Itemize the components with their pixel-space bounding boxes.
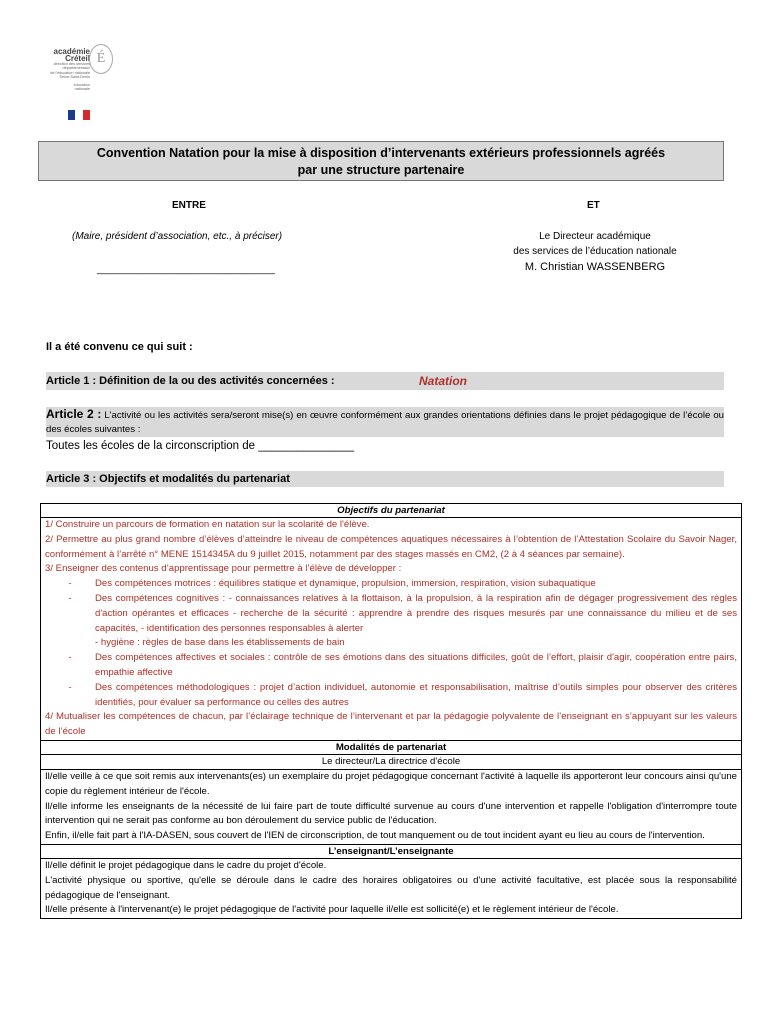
logo-line-4: Seine-Saint-Denis xyxy=(59,75,90,80)
directeur-para: Enfin, il/elle fait part à l'IA-DASEN, sous couvert de l'IEN de circonscription, de tout manquement ou de tout incident ayant eu lieu au cours de l'intervention. xyxy=(45,830,705,842)
academie-logo xyxy=(42,48,106,128)
objective-3: 3/ Enseigner des contenus d’apprentissage pour permettre à l’élève de développer : xyxy=(45,563,402,575)
bullet-item: - Des compétences méthodologiques : projet d’action individuel, autonomie et responsabilisation, maîtrise d’outils simples pour observer des critères identifiés, pour évaluer sa performance ou celles des autres xyxy=(45,681,737,711)
article-1-value: Natation xyxy=(419,374,467,388)
maire-placeholder: (Maire, président d’association, etc., à préciser) xyxy=(72,231,283,242)
enseignant-cell xyxy=(41,859,741,918)
directeur-cell xyxy=(41,770,741,845)
objective-1: 1/ Construire un parcours de formation en natation sur la scolarité de l'élève. xyxy=(45,519,370,530)
logo-text xyxy=(42,48,90,91)
objective-4: 4/ Mutualiser les compétences de chacun, par l’éclairage technique de l’intervenant et par la pédagogie polyvalente de l’enseignant en s’appuyant sur les valeurs de l’école xyxy=(45,711,737,738)
article-1 xyxy=(46,372,724,390)
enseignant-para: L'activité physique ou sportive, qu'elle se déroule dans le cadre des horaires obligatoires ou d'une activité facultative, est placée sous la responsabilité pédagogique de l'enseignant. xyxy=(45,874,737,901)
director-line-1: Le Directeur académique xyxy=(539,231,651,242)
convenu-heading: Il a été convenu ce qui suit : xyxy=(46,341,193,353)
hygiene-text: - hygiène : règles de base dans les établissements de bain xyxy=(95,637,345,649)
article-2 xyxy=(46,407,724,437)
bullet-item: - Des compétences motrices : équilibres statique et dynamique, propulsion, immersion, respiration, vision subaquatique xyxy=(45,577,737,592)
logo-small-1: éducation xyxy=(73,82,90,87)
logo-line-1: direction des services xyxy=(53,62,90,66)
objective-2: 2/ Permettre au plus grand nombre d’élèves d’atteindre le niveau de compétences aquatiques nécessaires à l’obtention de l’Attestation Scolaire du Savoir Nager, conformément à l’arrêté n° MENE 1514345A du 9 juillet 2015, notamment par des stages massés en CM2, (2 à 4 séances par semaine). xyxy=(45,533,737,560)
bullet-item: - Des compétences cognitives : - connaissances relatives à la flottaison, à la propulsion, à la respiration afin de dégager progressivement des règles d'action opérantes et efficaces - recherche de la sécurité : apprendre à prendre des risques mesurés par une connaissance du milieu et de ses capacités, - identification des personnes responsables à alerter - hygiène : règles de base dans les établissements de bain xyxy=(45,592,737,651)
et-label: ET xyxy=(587,200,600,211)
signature-blank: ________________________________ xyxy=(97,264,275,275)
objectifs-cell xyxy=(41,518,741,741)
entre-label: ENTRE xyxy=(172,200,206,211)
bullet-item: - Des compétences affectives et sociales : contrôle de ses émotions dans des situations difficiles, goût de l’effort, plaisir d'agir, coopération entre pairs, empathie affective xyxy=(45,651,737,681)
logo-academie: académie xyxy=(53,47,90,56)
logo-small-2: nationale xyxy=(74,87,90,92)
article-2-text: L'activité ou les activités sera/seront mise(s) en œuvre conformément aux grandes orientations définies dans le projet pédagogique de l’école ou des écoles suivantes : xyxy=(46,410,725,435)
logo-line-2: départementaux xyxy=(62,66,90,71)
title-line-1: Convention Natation pour la mise à disposition d’intervenants extérieurs professionnels agréés xyxy=(96,146,666,160)
bullet-text: Des compétences motrices : équilibres statique et dynamique, propulsion, immersion, respiration, vision subaquatique xyxy=(95,578,596,590)
director-line-2: des services de l’éducation nationale xyxy=(513,246,677,257)
article-2-label: Article 2 : xyxy=(46,407,102,421)
modalites-header: Modalités de partenariat xyxy=(41,741,741,755)
objectifs-header: Objectifs du partenariat xyxy=(41,504,741,518)
director-name: M. Christian WASSENBERG xyxy=(524,261,666,273)
bullet-text: Des compétences cognitives : - connaissances relatives à la flottaison, à la propulsion, à la respiration afin de dégager progressivement des règles d'action opérantes et efficaces - recherche de la sécurité : apprendre à prendre des risques mesurés par une connaissance du milieu et de ses capacités, - identification des personnes responsables à alerter - hygiène : règles de base dans les établissements de bain xyxy=(95,592,737,649)
directeur-para: Il/elle informe les enseignants de la nécessité de lui faire part de toute difficulté survenue au cours d'une intervention et rappelle l'obligation d'interrompre toute intervention qui ne serait pas conforme au bon déroulement du service public de l'éducation. xyxy=(45,800,737,827)
tricolor-flag-icon xyxy=(68,110,90,120)
enseignant-header: L’enseignant/L’enseignante xyxy=(41,845,741,859)
document-title xyxy=(38,141,724,181)
directeur-para: Il/elle veille à ce que soit remis aux intervenants(es) un exemplaire du projet pédagogique concernant l'activité à laquelle ils apporteront leur concours ainsi qu'une copie du règlement intérieur de l'école. xyxy=(45,770,737,797)
partnership-table xyxy=(40,503,742,919)
enseignant-para: Il/elle définit le projet pédagogique dans le cadre du projet d'école. xyxy=(45,859,327,871)
article-1-label: Article 1 : Définition de la ou des activités concernées : xyxy=(46,375,335,387)
title-line-2: par une structure partenaire xyxy=(297,163,465,177)
logo-e-icon: É xyxy=(89,44,113,74)
enseignant-para: Il/elle présente à l'intervenant(e) le projet pédagogique de l'activité pour laquelle il/elle est sollicité(e) et le règlement intérieur de l'école. xyxy=(45,904,619,916)
logo-city: Créteil xyxy=(65,54,90,63)
logo-line-3: de l'éducation nationale xyxy=(50,70,90,75)
article-2-schools: Toutes les écoles de la circonscription de _______________ xyxy=(46,440,355,452)
directeur-header: Le directeur/La directrice d'école xyxy=(41,755,741,770)
bullet-text: Des compétences affectives et sociales : contrôle de ses émotions dans des situations difficiles, goût de l’effort, plaisir d'agir, coopération entre pairs, empathie affective xyxy=(95,652,737,678)
article-3: Article 3 : Objectifs et modalités du partenariat xyxy=(46,471,724,487)
bullet-text: Des compétences méthodologiques : projet d’action individuel, autonomie et responsabilisation, maîtrise d’outils simples pour observer des critères identifiés, pour évaluer sa performance ou celles des autres xyxy=(95,681,737,708)
director-title xyxy=(470,229,720,259)
